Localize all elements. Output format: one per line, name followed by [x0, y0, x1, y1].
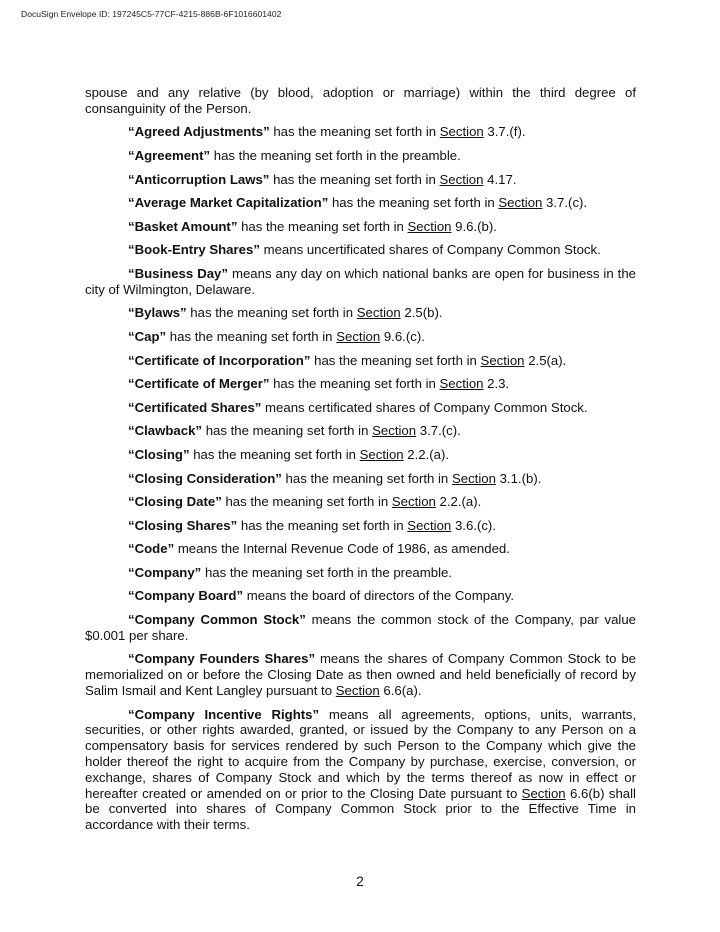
section-number: 9.6.(b). [451, 218, 497, 234]
definition-text: has the meaning set forth in [237, 218, 408, 234]
definition-text: means the board of directors of the Company. [243, 588, 515, 604]
section-reference: Section [356, 305, 401, 321]
defined-term: “Company Board” [128, 588, 244, 604]
definition-text: has the meaning set forth in the preamble. [210, 147, 461, 163]
definition-paragraph [85, 266, 636, 298]
definition-paragraph [85, 707, 636, 833]
definition-text: has the meaning set forth in [269, 124, 440, 140]
defined-term: “Closing Date” [128, 494, 222, 510]
section-number: 3.1.(b). [495, 470, 542, 486]
section-number: 3.7.(c). [416, 423, 461, 439]
definition-text: has the meaning set forth in [166, 328, 337, 344]
section-number: 3.7.(f). [483, 124, 526, 140]
definition-paragraph [85, 353, 636, 369]
defined-term: “Agreement” [128, 147, 211, 163]
section-reference: Section [439, 376, 484, 392]
defined-term: “Cap” [128, 328, 167, 344]
definition-paragraph [85, 400, 636, 416]
section-number: 2.5(b). [400, 305, 443, 321]
definition-text: has the meaning set forth in [189, 446, 360, 462]
defined-term: “Company Common Stock” [128, 612, 306, 628]
definition-paragraph [85, 423, 636, 439]
defined-term: “Clawback” [128, 423, 203, 439]
definition-paragraph [85, 148, 636, 164]
defined-term: “Certificate of Incorporation” [128, 352, 311, 368]
section-reference: Section [359, 446, 404, 462]
definition-paragraph [85, 124, 636, 140]
definition-text: has the meaning set forth in [221, 494, 392, 510]
section-reference: Section [439, 171, 484, 187]
defined-term: “Closing Consideration” [128, 470, 282, 486]
definition-text: means certificated shares of Company Common Stock. [261, 399, 588, 415]
definition-paragraph [85, 172, 636, 188]
definition-text: has the meaning set forth in [186, 305, 357, 321]
definition-paragraph [85, 494, 636, 510]
defined-term: “Average Market Capitalization” [128, 195, 329, 211]
defined-term: “Company Founders Shares” [128, 651, 316, 667]
section-number: 2.3. [483, 376, 510, 392]
definition-paragraph [85, 447, 636, 463]
page-number: 2 [356, 874, 364, 889]
definition-text: means all agreements, options, units, warrants, securities, or other rights awarded, granted, or issued by the Company to any Person on a compensatory basis for services rendered by such Person to the Company which give the holder thereof the right to acquire from the Company by purchase, exercise, conversion, or exchange, shares of Company Stock and which by the terms thereof as now in effect or hereafter created or amended on or prior to the Closing Date pursuant to [85, 706, 636, 801]
section-reference: Section [407, 517, 452, 533]
definition-text: means uncertificated shares of Company Common Stock. [259, 242, 601, 258]
defined-term: “Anticorruption Laws” [128, 171, 270, 187]
section-number: 6.6(a). [379, 683, 422, 699]
definition-text: has the meaning set forth in [310, 352, 481, 368]
section-reference: Section [498, 195, 543, 211]
definition-paragraph [85, 376, 636, 392]
defined-term: “Certificated Shares” [128, 399, 262, 415]
section-reference: Section [407, 218, 452, 234]
definition-text: has the meaning set forth in [281, 470, 452, 486]
section-reference: Section [451, 470, 496, 486]
defined-term: “Code” [128, 541, 175, 557]
document-body [85, 85, 636, 841]
defined-term: “Business Day” [128, 265, 228, 281]
defined-term: “Company” [128, 564, 202, 580]
section-number: 4.17. [483, 171, 517, 187]
defined-term: “Closing” [128, 446, 190, 462]
section-reference: Section [372, 423, 417, 439]
definition-text: means the common stock of the Company, par value $0.001 per share. [85, 612, 637, 643]
section-number: 9.6.(c). [380, 328, 425, 344]
definition-paragraph [85, 471, 636, 487]
definition-text: has the meaning set forth in [269, 171, 440, 187]
definition-paragraph [85, 242, 636, 258]
definition-text: means the shares of Company Common Stock to be memorialized on or before the Closing Date as then owned and held beneficially of record by Salim Ismail and Kent Langley pursuant to [85, 651, 636, 699]
definition-paragraph [85, 329, 636, 345]
section-number: 2.5(a). [524, 352, 567, 368]
definition-paragraph [85, 219, 636, 235]
section-reference: Section [480, 352, 525, 368]
defined-term: “Book-Entry Shares” [128, 242, 260, 258]
definition-text: has the meaning set forth in [328, 195, 499, 211]
definition-text: has the meaning set forth in [237, 517, 408, 533]
section-number: 6.6(b) shall be converted into shares of Company Common Stock prior to the Effective Time in accordance with their terms. [85, 785, 636, 833]
section-reference: Section [439, 124, 484, 140]
definition-paragraph [85, 565, 636, 581]
definition-paragraph [85, 305, 636, 321]
docusign-envelope-id: DocuSign Envelope ID: 197245C5-77CF-4215-886B-6F1016601402 [21, 9, 282, 19]
definitions-list [85, 124, 636, 833]
defined-term: “Closing Shares” [128, 517, 238, 533]
section-number: 3.6.(c). [451, 517, 496, 533]
defined-term: “Company Incentive Rights” [128, 706, 320, 722]
section-reference: Section [521, 785, 566, 801]
definition-paragraph [85, 588, 636, 604]
definition-paragraph [85, 518, 636, 534]
defined-term: “Agreed Adjustments” [128, 124, 270, 140]
defined-term: “Certificate of Merger” [128, 376, 270, 392]
section-number: 3.7.(c). [542, 195, 588, 211]
section-reference: Section [336, 328, 381, 344]
definition-paragraph [85, 195, 636, 211]
definition-paragraph [85, 612, 636, 644]
continuation-paragraph: spouse and any relative (by blood, adoption or marriage) within the third degree of consanguinity of the Person. [85, 85, 636, 116]
definition-text: has the meaning set forth in [202, 423, 373, 439]
definition-text: means any day on which national banks are open for business in the city of Wilmington, Delaware. [85, 265, 636, 297]
defined-term: “Bylaws” [128, 305, 187, 321]
definition-paragraph [85, 541, 636, 557]
definition-text: has the meaning set forth in [269, 376, 440, 392]
section-number: 2.2.(a). [403, 446, 450, 462]
section-number: 2.2.(a). [435, 494, 482, 510]
definition-text: means the Internal Revenue Code of 1986, as amended. [174, 541, 510, 557]
section-reference: Section [335, 683, 380, 699]
definition-paragraph [85, 651, 636, 698]
definition-text: has the meaning set forth in the preamble. [201, 564, 452, 580]
defined-term: “Basket Amount” [128, 218, 238, 234]
section-reference: Section [391, 494, 436, 510]
